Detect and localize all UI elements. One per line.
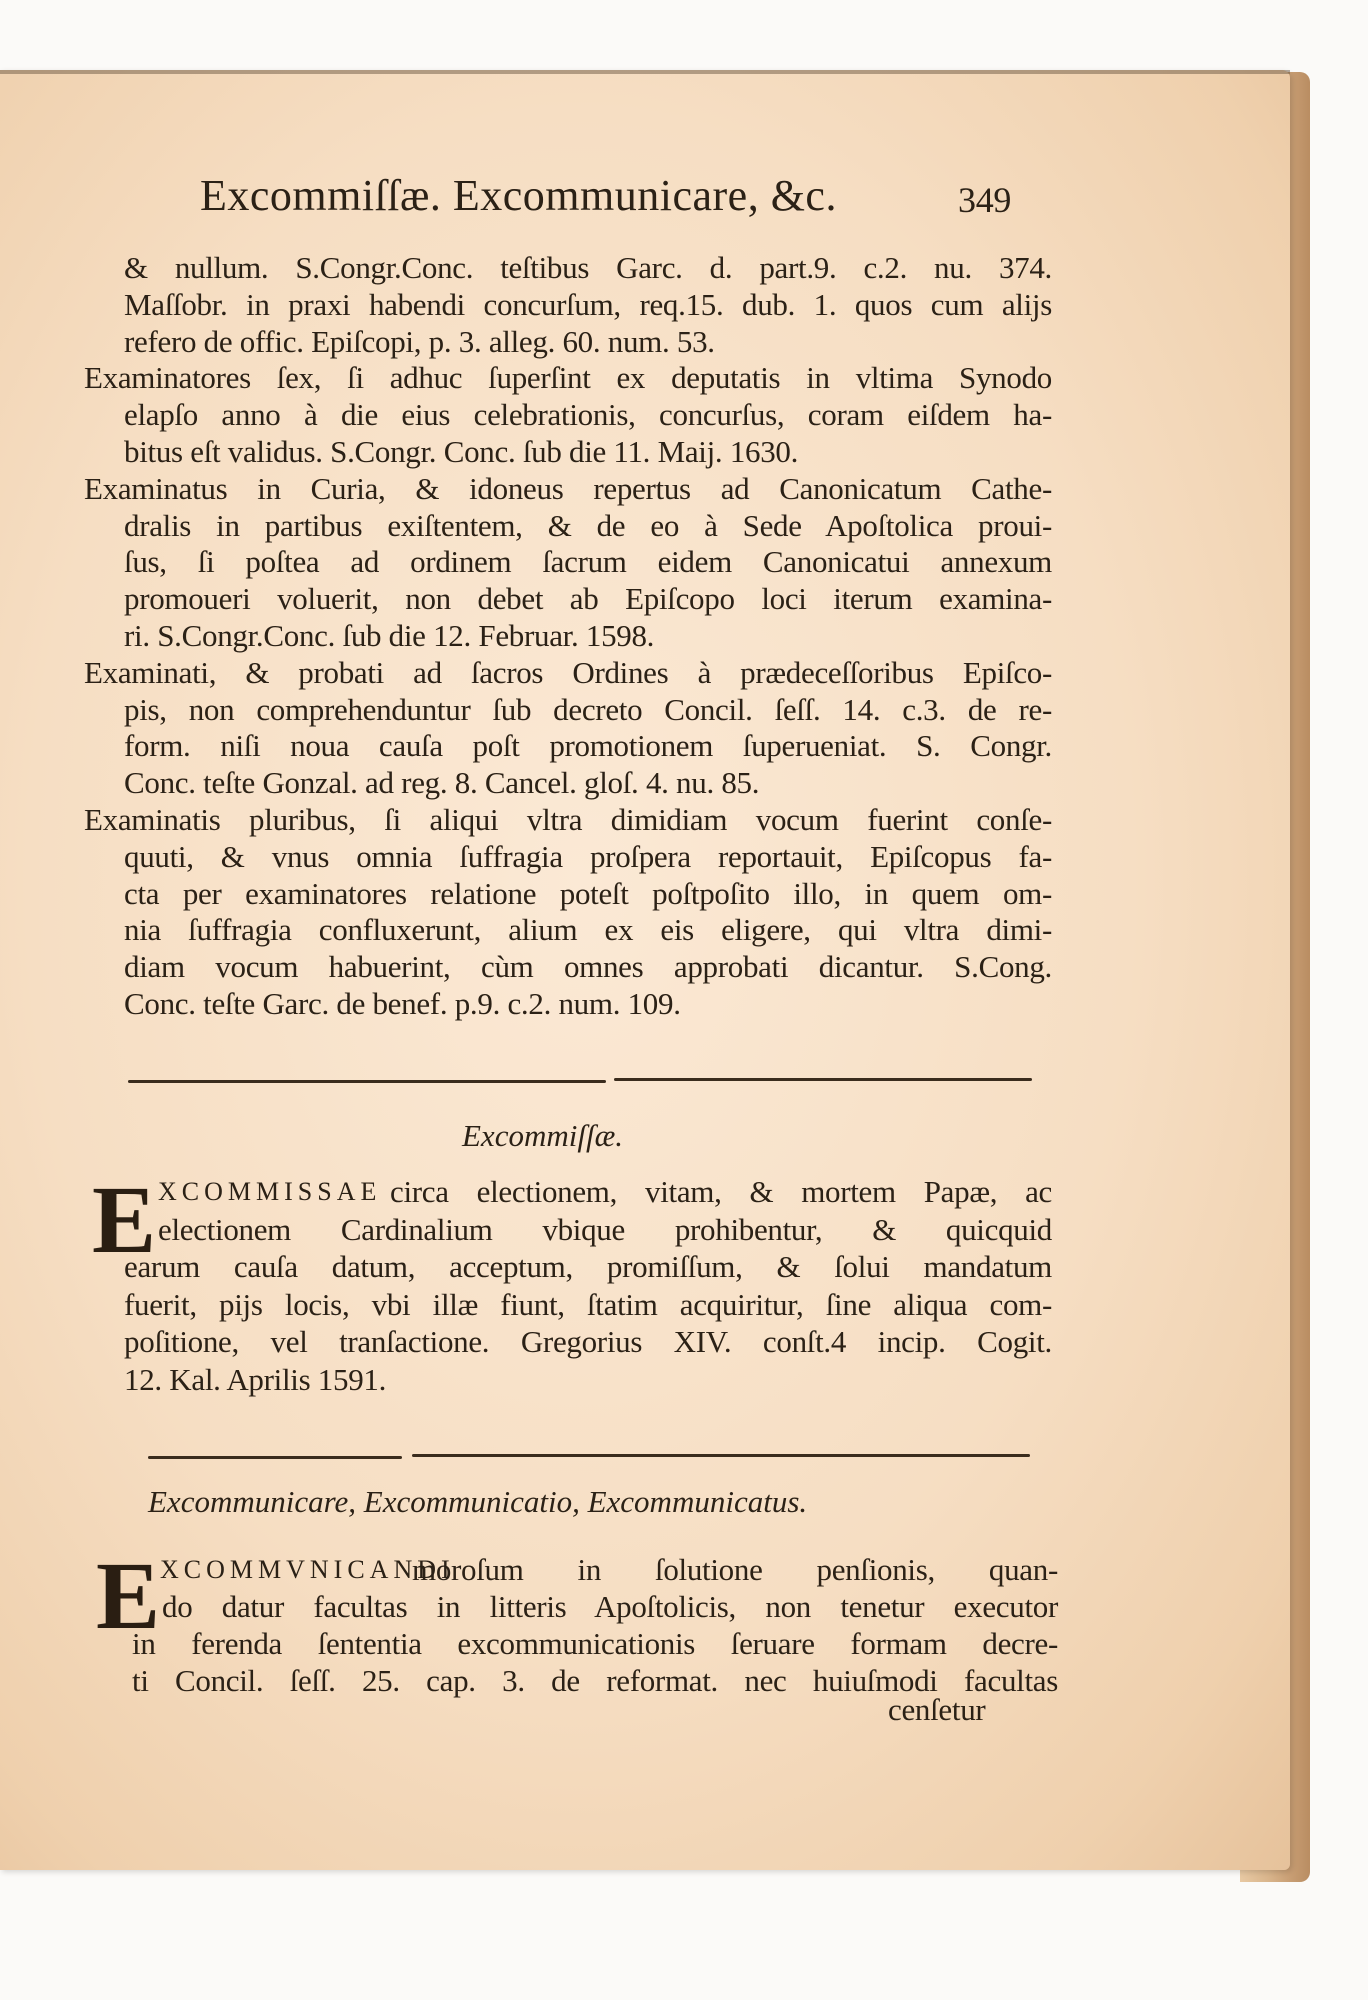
section-rule-right bbox=[614, 1078, 1032, 1081]
text-line: earum cauſa datum, acceptum, promiſſum, & ſolui mandatum bbox=[124, 1249, 1052, 1284]
first-word-2: XCOMMVNICANDI bbox=[160, 1555, 455, 1584]
text-line: ſus, ſi poſtea ad ordinem ſacrum eidem Canonicatui annexum bbox=[124, 544, 1052, 580]
text-line: dralis in partibus exiſtentem, & de eo à Sede Apoſtolica proui- bbox=[124, 507, 1052, 543]
text-line: in ferenda ſententia excommunicationis ſeruare formam decre- bbox=[132, 1626, 1058, 1661]
text-line: Examinati, & probati ad ſacros Ordines à prædeceſſoribus Epiſco- bbox=[84, 654, 1052, 690]
text-line: 12. Kal. Aprilis 1591. bbox=[124, 1361, 387, 1397]
text-line: Examinatores ſex, ſi adhuc ſuperſint ex deputatis in vltima Synodo bbox=[84, 360, 1052, 396]
text-line: cta per examinatores relatione poteſt poſtpoſito illo, in quem om- bbox=[124, 875, 1052, 911]
section-heading-excommissae: Excommiſſæ. bbox=[462, 1118, 623, 1153]
text-line: diam vocum habuerint, cùm omnes approbati dicantur. S.Cong. bbox=[124, 949, 1052, 985]
page-number: 349 bbox=[958, 180, 1012, 220]
page-top-edge bbox=[0, 70, 1290, 74]
text-line: Conc. teſte Garc. de benef. p.9. c.2. num. 109. bbox=[124, 986, 681, 1021]
text-line: form. niſi noua cauſa poſt promotionem ſuperueniat. S. Congr. bbox=[124, 728, 1052, 764]
drop-cap: E bbox=[92, 1166, 157, 1273]
text-line: & nullum. S.Congr.Conc. teſtibus Garc. d. part.9. c.2. nu. 374. bbox=[124, 250, 1052, 285]
text-line: Examinatis pluribus, ſi aliqui vltra dimidiam vocum fuerint conſe- bbox=[84, 802, 1052, 837]
text-line: nia ſuffragia confluxerunt, alium ex eis eligere, qui vltra dimi- bbox=[124, 912, 1052, 948]
section-rule-left-2 bbox=[148, 1456, 402, 1459]
running-head-title: Excommiſſæ. Excommunicare, &c. bbox=[200, 171, 837, 220]
text-line: elapſo anno à die eius celebrationis, concurſus, coram eiſdem ha- bbox=[124, 397, 1052, 433]
section-heading-excommunicare: Excommunicare, Excommunicatio, Excommunicatus. bbox=[148, 1484, 808, 1519]
section-rule-left bbox=[128, 1080, 606, 1083]
text-line: pis, non comprehenduntur ſub decreto Concil. ſeſſ. 14. c.3. de re- bbox=[124, 691, 1052, 727]
text-line: moroſum in ſolutione penſionis, quan- bbox=[412, 1552, 1058, 1587]
first-word-small-caps bbox=[158, 1174, 381, 1210]
text-line: poſitione, vel tranſactione. Gregorius XIV. conſt.4 incip. Cogit. bbox=[124, 1324, 1052, 1359]
first-word-small-caps-2 bbox=[160, 1552, 455, 1588]
text-line: Examinatus in Curia, & idoneus repertus ad Canonicatum Cathe- bbox=[84, 470, 1052, 506]
text-line: fuerit, pijs locis, vbi illæ fiunt, ſtatim acquiritur, ſine aliqua com- bbox=[124, 1286, 1052, 1322]
text-line: promoueri voluerit, non debet ab Epiſcopo loci iterum examina- bbox=[124, 581, 1052, 617]
text-line: ti Concil. ſeſſ. 25. cap. 3. de reformat. nec huiuſmodi facultas bbox=[132, 1663, 1058, 1698]
text-line: quuti, & vnus omnia ſuffragia proſpera reportauit, Epiſcopus fa- bbox=[124, 838, 1052, 874]
section-rule-right-2 bbox=[412, 1454, 1030, 1457]
text-line: Maſſobr. in praxi habendi concurſum, req.15. dub. 1. quos cum alijs bbox=[124, 286, 1052, 322]
text-line: Conc. teſte Gonzal. ad reg. 8. Cancel. gloſ. 4. nu. 85. bbox=[124, 765, 760, 801]
first-word: XCOMMISSAE bbox=[158, 1177, 382, 1206]
catchword: cenſetur bbox=[888, 1692, 986, 1727]
drop-cap-2: E bbox=[96, 1542, 161, 1649]
text-line: ri. S.Congr.Conc. ſub die 12. Februar. 1598. bbox=[124, 618, 655, 653]
text-line: refero de offic. Epiſcopi, p. 3. alleg. 60. num. 53. bbox=[124, 323, 715, 359]
text-line: electionem Cardinalium vbique prohibentur, & quicquid bbox=[158, 1211, 1052, 1247]
text-line: do datur facultas in litteris Apoſtolicis, non tenetur executor bbox=[162, 1589, 1058, 1624]
text-line: circa electionem, vitam, & mortem Papæ, ac bbox=[390, 1174, 1052, 1209]
text-line: bitus eſt validus. S.Congr. Conc. ſub die 11. Maij. 1630. bbox=[124, 434, 799, 469]
